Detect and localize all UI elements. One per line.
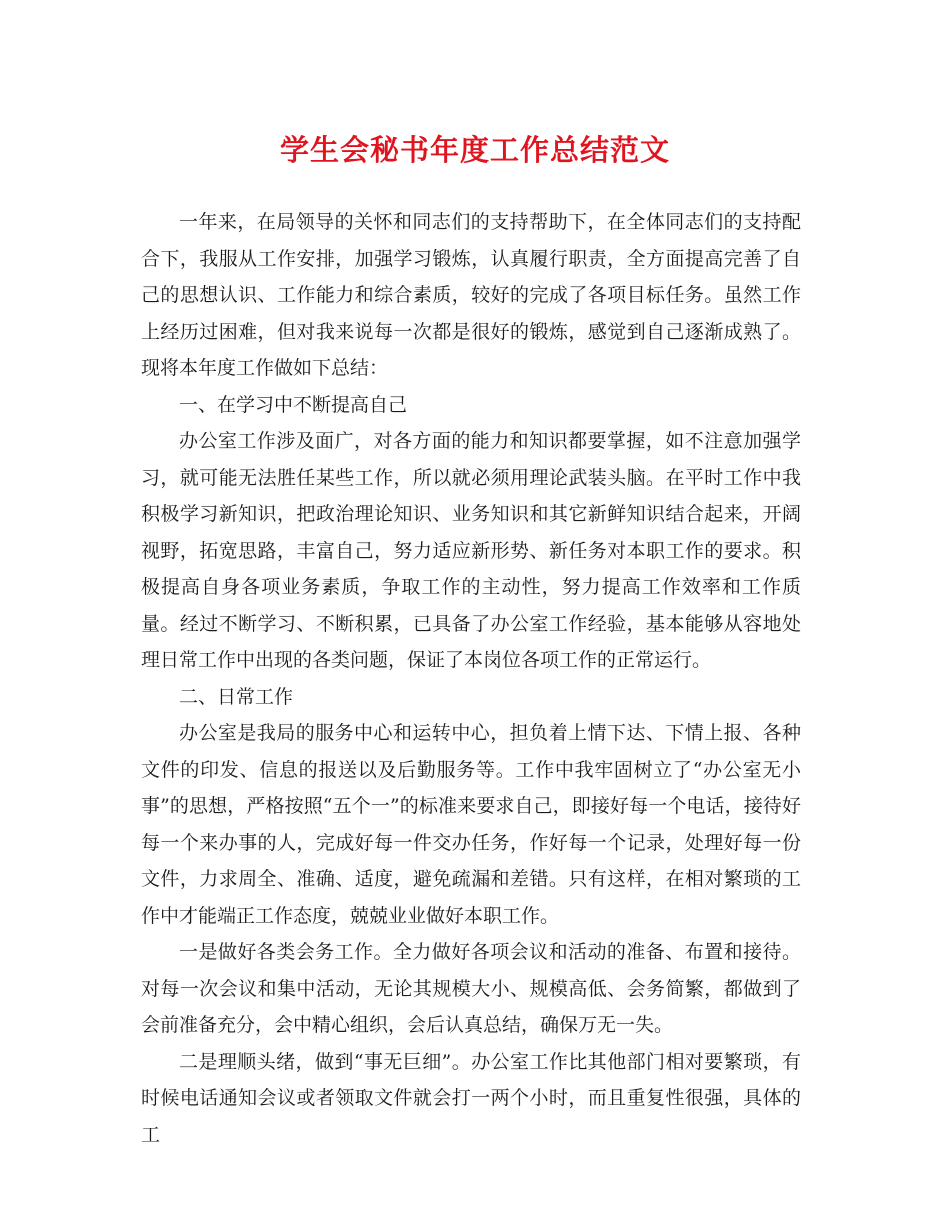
section-heading-1: 一、在学习中不断提高自己 <box>179 393 408 416</box>
document-title: 学生会秘书年度工作总结范文 <box>279 133 670 167</box>
paragraph-details: 二是理顺头绪，做到“事无巨细”。办公室工作比其他部门相对要繁琐，有时候电话通知会议或者领取文件就会打一两个小时，而且重复性很强，具体的工 <box>141 1050 801 1146</box>
paragraph-daily-work: 办公室是我局的服务中心和运转中心，担负着上情下达、下情上报、各种文件的印发、信息的报送以及后勤服务等。工作中我牢固树立了“办公室无小事”的思想，严格按照“五个一”的标准来要求自己，即接好每一个电话，接待好每一个来办事的人，完成好每一件交办任务，作好每一个记录，处理好每一份文件，力求周全、准确、适度，避免疏漏和差错。只有这样，在相对繁琐的工作中才能端正工作态度，兢兢业业做好本职工作。 <box>141 722 801 927</box>
document-body <box>141 204 801 1153</box>
paragraph-intro: 一年来，在局领导的关怀和同志们的支持帮助下，在全体同志们的支持配合下，我服从工作安排，加强学习锻炼，认真履行职责，全方面提高完善了自己的思想认识、工作能力和综合素质，较好的完成了各项目标任务。虽然工作上经历过困难，但对我来说每一次都是很好的锻炼，感觉到自己逐渐成熟了。现将本年度工作做如下总结： <box>141 211 801 379</box>
section-heading-2: 二、日常工作 <box>179 685 294 708</box>
paragraph-learning: 办公室工作涉及面广，对各方面的能力和知识都要掌握，如不注意加强学习，就可能无法胜任某些工作，所以就必须用理论武装头脑。在平时工作中我积极学习新知识，把政治理论知识、业务知识和其它新鲜知识结合起来，开阔视野，拓宽思路，丰富自己，努力适应新形势、新任务对本职工作的要求。积极提高自身各项业务素质，争取工作的主动性，努力提高工作效率和工作质量。经过不断学习、不断积累，已具备了办公室工作经验，基本能够从容地处理日常工作中出现的各类问题，保证了本岗位各项工作的正常运行。 <box>141 430 801 671</box>
paragraph-meetings: 一是做好各类会务工作。全力做好各项会议和活动的准备、布置和接待。对每一次会议和集中活动，无论其规模大小、规模高低、会务简繁，都做到了会前准备充分，会中精心组织，会后认真总结，确保万无一失。 <box>141 941 801 1036</box>
